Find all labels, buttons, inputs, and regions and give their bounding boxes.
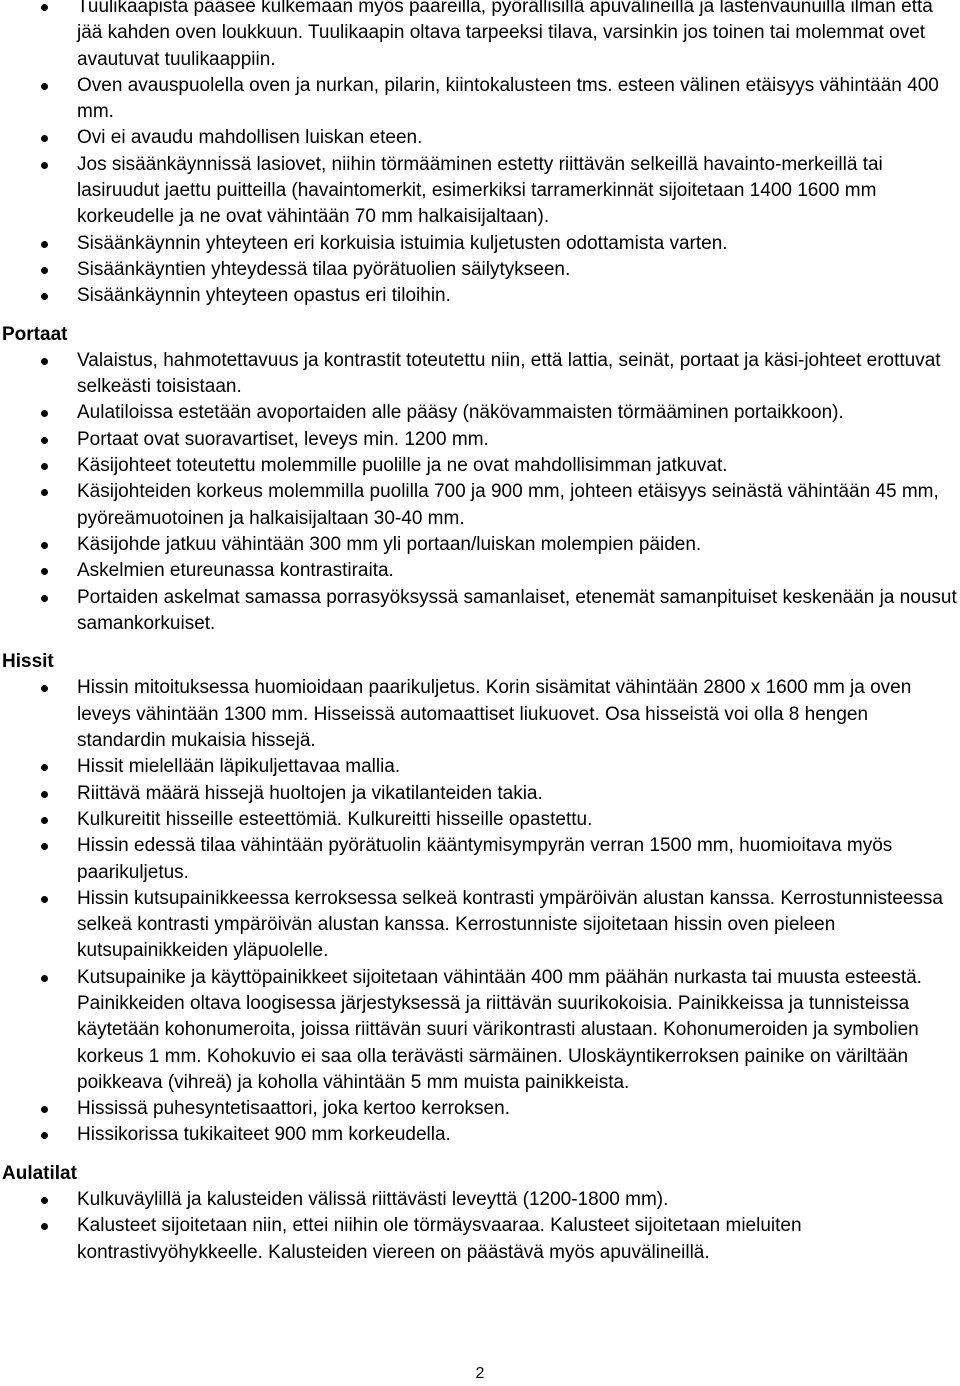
section-heading: Hissit (2, 651, 54, 673)
bullet-list (0, 1187, 960, 1266)
list-item (0, 754, 960, 780)
list-item-text: Kulkureitit hisseille esteettömiä. Kulkureitti hisseille opastettu. (77, 808, 593, 830)
list-item (0, 965, 960, 1096)
list-item (0, 675, 960, 754)
bullet-icon (41, 1132, 48, 1139)
bullet-icon (41, 595, 48, 602)
list-item-text: Hissin edessä tilaa vähintään pyörätuolin kääntymisympyrän verran 1500 mm, huomioitava myös paarikuljetus. (77, 835, 893, 883)
list-item-text: Hissit mielellään läpikuljettavaa mallia. (77, 756, 401, 778)
list-item-text: Sisäänkäynnin yhteyteen eri korkuisia istuimia kuljetusten odottamista varten. (77, 232, 728, 254)
section-portaat (0, 322, 960, 638)
list-item (0, 400, 960, 426)
bullet-icon (41, 293, 48, 300)
list-item-text: Portaat ovat suoravartiset, leveys min. 1200 mm. (77, 428, 489, 450)
list-item-text: Käsijohteet toteutettu molemmille puolille ja ne ovat mahdollisimman jatkuvat. (77, 455, 728, 477)
bullet-icon (41, 437, 48, 444)
bullet-icon (41, 975, 48, 982)
list-item-text: Hissikorissa tukikaiteet 900 mm korkeudella. (77, 1124, 451, 1146)
list-item-text: Ovi ei avaudu mahdollisen luiskan eteen. (77, 127, 423, 149)
list-item (0, 1213, 960, 1266)
bullet-icon (41, 542, 48, 549)
bullet-icon (41, 410, 48, 417)
bullet-list (0, 0, 960, 310)
list-item-text: Portaiden askelmat samassa porrasyöksyssä samanlaiset, etenemät samanpituiset keskenään ja nousut samankorkuiset. (77, 586, 957, 634)
bullet-icon (41, 489, 48, 496)
list-item-text: Hississä puhesyntetisaattori, joka kertoo kerroksen. (77, 1098, 510, 1120)
list-item (0, 479, 960, 532)
list-item (0, 283, 960, 309)
bullet-icon (41, 162, 48, 169)
bullet-list (0, 675, 960, 1148)
bullet-icon (41, 267, 48, 274)
bullet-icon (41, 1106, 48, 1113)
list-item (0, 1096, 960, 1122)
list-item-text: Kutsupainike ja käyttöpainikkeet sijoitetaan vähintään 400 mm päähän nurkasta tai muusta esteestä. Painikkeiden oltava loogisessa järjestyksessä ja riittävän suurikokoisia. Painikkeissa ja tunnisteissa käytetään kohonumeroita, joissa riittävän suuri värikontrasti alustaan. Kohonumeroiden ja symbolien korkeus 1 mm. Kohokuvio ei saa olla terävästi särmäinen. Uloskäyntikerroksen painike on väriltään poikkeava (vihreä) ja koholla vähintään 5 mm muista painikkeista. (77, 966, 922, 1093)
section-heading: Portaat (2, 323, 68, 345)
list-item (0, 585, 960, 638)
bullet-icon (41, 685, 48, 692)
bullet-icon (41, 1197, 48, 1204)
bullet-icon (41, 764, 48, 771)
list-item (0, 231, 960, 257)
bullet-icon (41, 817, 48, 824)
list-item (0, 453, 960, 479)
list-item (0, 1122, 960, 1148)
list-item-text: Oven avauspuolella oven ja nurkan, pilarin, kiintokalusteen tms. esteen välinen etäisyys vähintään 400 mm. (77, 74, 939, 123)
list-item (0, 427, 960, 453)
list-item-text: Käsijohde jatkuu vähintään 300 mm yli portaan/luiskan molempien päiden. (77, 533, 702, 555)
bullet-icon (41, 463, 48, 470)
bullet-icon (41, 241, 48, 248)
list-item (0, 0, 960, 73)
section-aulatilat (0, 1161, 960, 1266)
section-hissit (0, 649, 960, 1149)
list-item (0, 152, 960, 231)
list-item (0, 125, 960, 151)
list-item (0, 257, 960, 283)
list-item (0, 833, 960, 886)
list-item-text: Riittävä määrä hissejä huoltojen ja vikatilanteiden takia. (77, 782, 543, 804)
list-item (0, 886, 960, 965)
list-item (0, 558, 960, 584)
list-item-text: Hissin mitoituksessa huomioidaan paarikuljetus. Korin sisämitat vähintään 2800 x 1600 mm ja oven leveys vähintään 1300 mm. Hisseissä automaattiset liukuovet. Osa hisseistä voi olla 8 hengen standardin mukaisia hissejä. (77, 677, 912, 752)
bullet-icon (41, 135, 48, 142)
list-item-text: Kulkuväylillä ja kalusteiden välissä riittävästi leveyttä (1200-1800 mm). (77, 1189, 669, 1211)
bullet-icon (41, 843, 48, 850)
bullet-icon (41, 358, 48, 365)
list-item-text: Kalusteet sijoitetaan niin, ettei niihin ole törmäysvaaraa. Kalusteet sijoitetaan mieluiten kontrastivyöhykkeelle. Kalusteiden viereen on päästävä myös apuvälineillä. (77, 1215, 802, 1263)
list-item-text: Käsijohteiden korkeus molemmilla puolilla 700 ja 900 mm, johteen etäisyys seinästä vähintään 45 mm, pyöreämuotoinen ja halkaisijaltaan 30-40 mm. (77, 481, 939, 529)
bullet-list (0, 348, 960, 637)
list-item-text: Aulatiloissa estetään avoportaiden alle pääsy (näkövammaisten törmääminen portaikkoon). (77, 402, 844, 424)
list-item (0, 1187, 960, 1213)
bullet-icon (41, 791, 48, 798)
page-number: 2 (475, 1365, 485, 1382)
section-heading: Aulatilat (2, 1162, 77, 1184)
list-item (0, 348, 960, 401)
bullet-icon (41, 83, 48, 90)
section-entrance (0, 0, 960, 310)
list-item-text: Tuulikaapista pääsee kulkemaan myös paareilla, pyörällisillä apuvälineillä ja lastenvaunuilla ilman että jää kahden oven loukkuun. Tuulikaapin oltava tarpeeksi tilava, varsinkin jos toinen tai molemmat ovet avautuvat tuulikaappiin. (77, 0, 933, 70)
list-item (0, 73, 960, 126)
list-item (0, 781, 960, 807)
bullet-icon (41, 568, 48, 575)
list-item (0, 807, 960, 833)
bullet-icon (41, 896, 48, 903)
list-item-text: Hissin kutsupainikkeessa kerroksessa selkeä kontrasti ympäröivän alustan kanssa. Kerrostunnisteessa selkeä kontrasti ympäröivän alustan kanssa. Kerrostunniste sijoitetaan hissin oven pieleen kutsupainikkeiden yläpuolelle. (77, 887, 943, 962)
list-item (0, 532, 960, 558)
bullet-icon (41, 4, 48, 11)
list-item-text: Sisäänkäyntien yhteydessä tilaa pyörätuolien säilytykseen. (77, 258, 571, 280)
list-item-text: Valaistus, hahmotettavuus ja kontrastit toteutettu niin, että lattia, seinät, portaat ja käsi-johteet erottuvat selkeästi toisistaan. (77, 349, 941, 398)
list-item-text: Sisäänkäynnin yhteyteen opastus eri tiloihin. (77, 285, 451, 307)
list-item-text: Jos sisäänkäynnissä lasiovet, niihin törmääminen estetty riittävän selkeillä havainto-merkeillä tai lasiruudut jaettu puitteilla (havaintomerkit, esimerkiksi tarramerkinnät sijoitetaan 1400 1600 mm korkeudelle ja ne ovat vähintään 70 mm halkaisijaltaan). (77, 153, 883, 228)
list-item-text: Askelmien etureunassa kontrastiraita. (77, 560, 394, 582)
bullet-icon (41, 1223, 48, 1230)
